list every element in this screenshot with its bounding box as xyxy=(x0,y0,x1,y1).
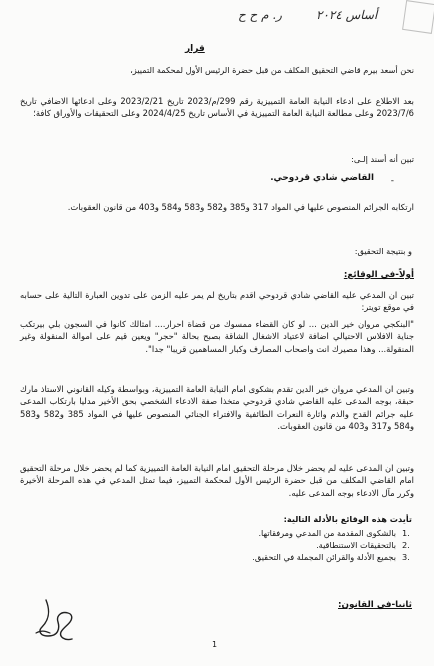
document-title: قرار xyxy=(185,44,205,54)
evidence-item-number: 2. xyxy=(402,540,410,551)
accused-name: القاضي شادي قردوحي. xyxy=(270,173,374,183)
facts-paragraph-1: تبين ان المدعي عليه القاضي شادي قردوحي اقدم بتاريخ لم يمر عليه الزمن على تدوين العبارة التالية على حسابه في موقع تويتر: xyxy=(20,290,414,313)
evidence-item-text: بالتحقيقات الاستنطاقية. xyxy=(316,540,396,551)
corner-stamp xyxy=(402,0,434,34)
evidence-item xyxy=(172,539,412,551)
evidence-heading: تأيدت هذه الوقائع بالأدلة التالية: xyxy=(283,514,412,524)
facts-paragraph-2: وتبين ان المدعي مروان خير الدين تقدم بشكوى امام النيابة العامة التمييزية، وبواسطة وكيله القانوني الاستاذ مارك حبقة، بوجه المدعى عليه القاضي شادي قردوحي متخذا صفة الادعاء الشخصي بحق الأخير مدليا بارتكاب المدعى عليه جرائم القدح والذم واثارة النعرات الطائفية والافتراء الجنائي المنصوص عليها في المواد 385 و582 و583 و584 و317 و403 من قانون العقوبات. xyxy=(20,384,414,432)
quoted-tweet: "البنكجي مروان خير الدين ... لو كان القضاء ممسوك من قضاة احرار.... امثالك كانوا في السجون بلي بيرتكب جناية الافلاس الاحتيالي اضافة لاعتياد الاشغال الشاقة بصبح بحالة "حجر" ويعين قيم على اموالة المنقولة وغير المنقولة... وهذا مصيرك انت واصحاب المصارف وكبار المساهمين قريبا" جدا". xyxy=(20,319,414,354)
law-heading: ثانيا-في القانون: xyxy=(338,600,412,610)
recitals-paragraph: بعد الاطلاع على ادعاء النيابة العامة التمييزية رقم 299/م/2023 تاريخ 2023/2/21 وعلى ادعائها الاضافي تاريخ 2023/7/6 وعلى مطالعة النيابة العامة التمييزية في الأساس تاريخ 2024/4/25 وعلى التحقيقات والأوراق كافة؛ xyxy=(20,96,414,119)
evidence-item xyxy=(172,527,412,539)
accused-lead: تبين أنه أسند إلـى: xyxy=(351,154,414,164)
handwritten-note-left: ر. م ح ح xyxy=(238,8,282,22)
evidence-list xyxy=(172,527,412,564)
evidence-item-number: 3. xyxy=(402,552,410,563)
handwritten-note-right: أساس ٢٠٢٤ xyxy=(316,8,378,22)
facts-heading: أولاً-في الوقائع: xyxy=(343,270,414,280)
evidence-item-number: 1. xyxy=(402,528,410,538)
intro-paragraph: نحن أسعد بيرم قاضي التحقيق المكلف من قبل حضرة الرئيس الأول لمحكمة التمييز، xyxy=(130,65,414,75)
charges-paragraph: ارتكابه الجرائم المنصوص عليها في المواد 317 و385 و582 و583 و584 و403 من قانون العقوبات. xyxy=(67,202,414,212)
investigation-lead: و بنتيجة التحقيق: xyxy=(354,246,412,256)
signature-mark xyxy=(28,592,84,646)
evidence-item xyxy=(172,551,412,563)
facts-paragraph-3: وتبين ان المدعى عليه لم يحضر خلال مرحلة التحقيق امام النيابة العامة التمييزية كما لم يحضر خلال مرحلة التحقيق امام القاضي المكلف من قبل حضرة الرئيس الأول لمحكمة التمييز، فيما تمثل المدعي في هذه المرحلة الأخيرة وكرر مآل الادعاء بوجه المدعى عليه. xyxy=(20,463,414,498)
page-number: 1 xyxy=(212,640,218,649)
bullet-dash: - xyxy=(390,176,394,186)
evidence-item-text: بالشكوى المقدمة من المدعي ومرفقاتها. xyxy=(258,528,396,538)
evidence-item-text: بجميع الأدلة والقرائن المجملة في التحقيق. xyxy=(252,552,396,563)
